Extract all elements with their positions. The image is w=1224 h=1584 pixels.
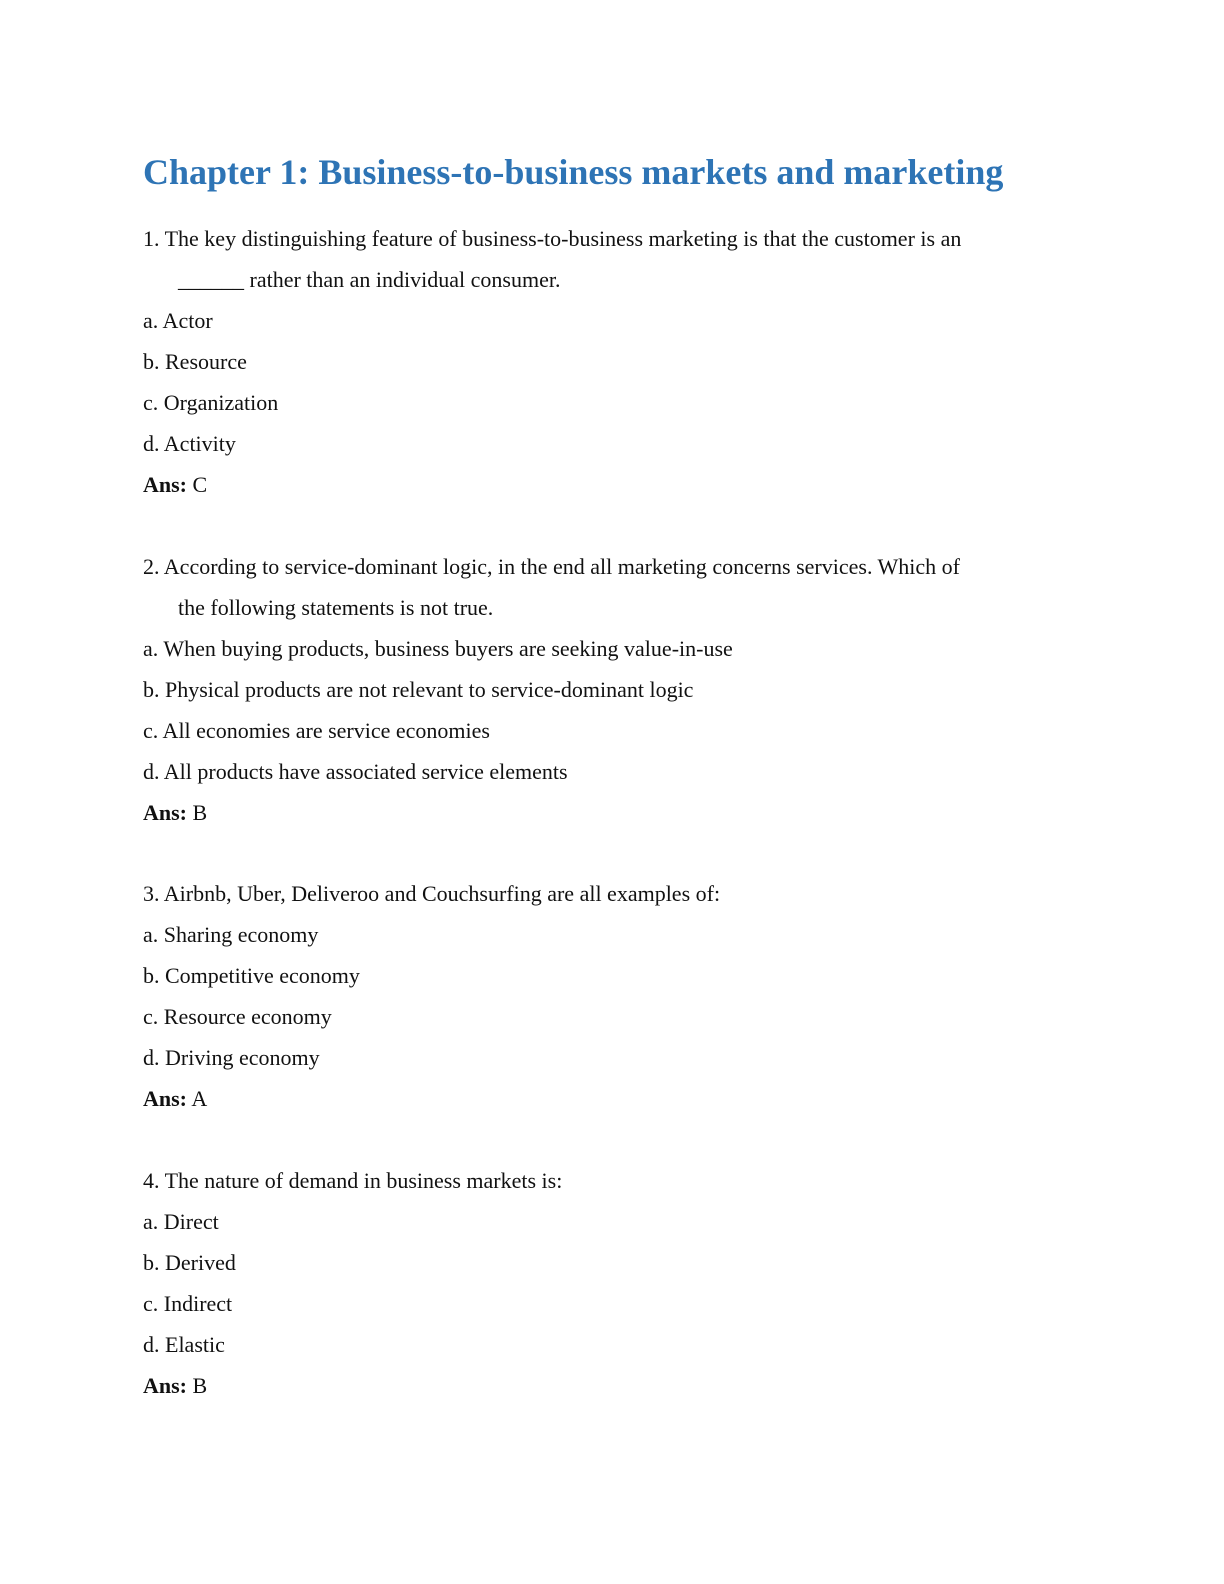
question-stem-line: 2. According to service-dominant logic, in the end all marketing concerns services. Which of bbox=[143, 554, 961, 579]
answer-key bbox=[143, 464, 1043, 505]
question-stem-line: 1. The key distinguishing feature of business-to-business marketing is that the customer is an bbox=[143, 226, 962, 251]
answer-option: d. Driving economy bbox=[143, 1045, 320, 1070]
answer-option: c. Organization bbox=[143, 390, 279, 415]
question-3 bbox=[143, 873, 1043, 1119]
answer-option: a. Sharing economy bbox=[143, 922, 319, 947]
answer-value: A bbox=[191, 1086, 208, 1111]
question-stem-line: 4. The nature of demand in business markets is: bbox=[143, 1168, 563, 1193]
answer-option: c. Indirect bbox=[143, 1291, 233, 1316]
answer-option: b. Physical products are not relevant to service-dominant logic bbox=[143, 677, 694, 702]
answer-option: d. All products have associated service elements bbox=[143, 759, 568, 784]
answer-option: b. Resource bbox=[143, 349, 247, 374]
question-2 bbox=[143, 546, 1043, 833]
answer-key bbox=[143, 1365, 1043, 1406]
answer-label: Ans: bbox=[143, 472, 188, 497]
answer-option: a. When buying products, business buyers are seeking value-in-use bbox=[143, 636, 733, 661]
answer-value: C bbox=[192, 472, 208, 497]
answer-option: c. All economies are service economies bbox=[143, 718, 490, 743]
answer-option: a. Direct bbox=[143, 1209, 219, 1234]
answer-key bbox=[143, 1078, 1043, 1119]
answer-value: B bbox=[192, 800, 208, 825]
question-stem-line: 3. Airbnb, Uber, Deliveroo and Couchsurfing are all examples of: bbox=[143, 881, 721, 906]
answer-option: d. Elastic bbox=[143, 1332, 225, 1357]
answer-key bbox=[143, 792, 1043, 833]
answer-label: Ans: bbox=[143, 800, 188, 825]
answer-option: b. Derived bbox=[143, 1250, 236, 1275]
answer-label: Ans: bbox=[143, 1086, 188, 1111]
question-1 bbox=[143, 218, 1043, 505]
answer-option: c. Resource economy bbox=[143, 1004, 332, 1029]
question-stem-line: the following statements is not true. bbox=[178, 595, 494, 620]
question-stem-line: ______ rather than an individual consumer. bbox=[178, 267, 561, 292]
answer-label: Ans: bbox=[143, 1373, 188, 1398]
answer-option: a. Actor bbox=[143, 308, 213, 333]
answer-option: b. Competitive economy bbox=[143, 963, 360, 988]
answer-option: d. Activity bbox=[143, 431, 236, 456]
question-4 bbox=[143, 1160, 1043, 1406]
chapter-title: Chapter 1: Business-to-business markets and marketing bbox=[143, 152, 1004, 192]
answer-value: B bbox=[192, 1373, 208, 1398]
